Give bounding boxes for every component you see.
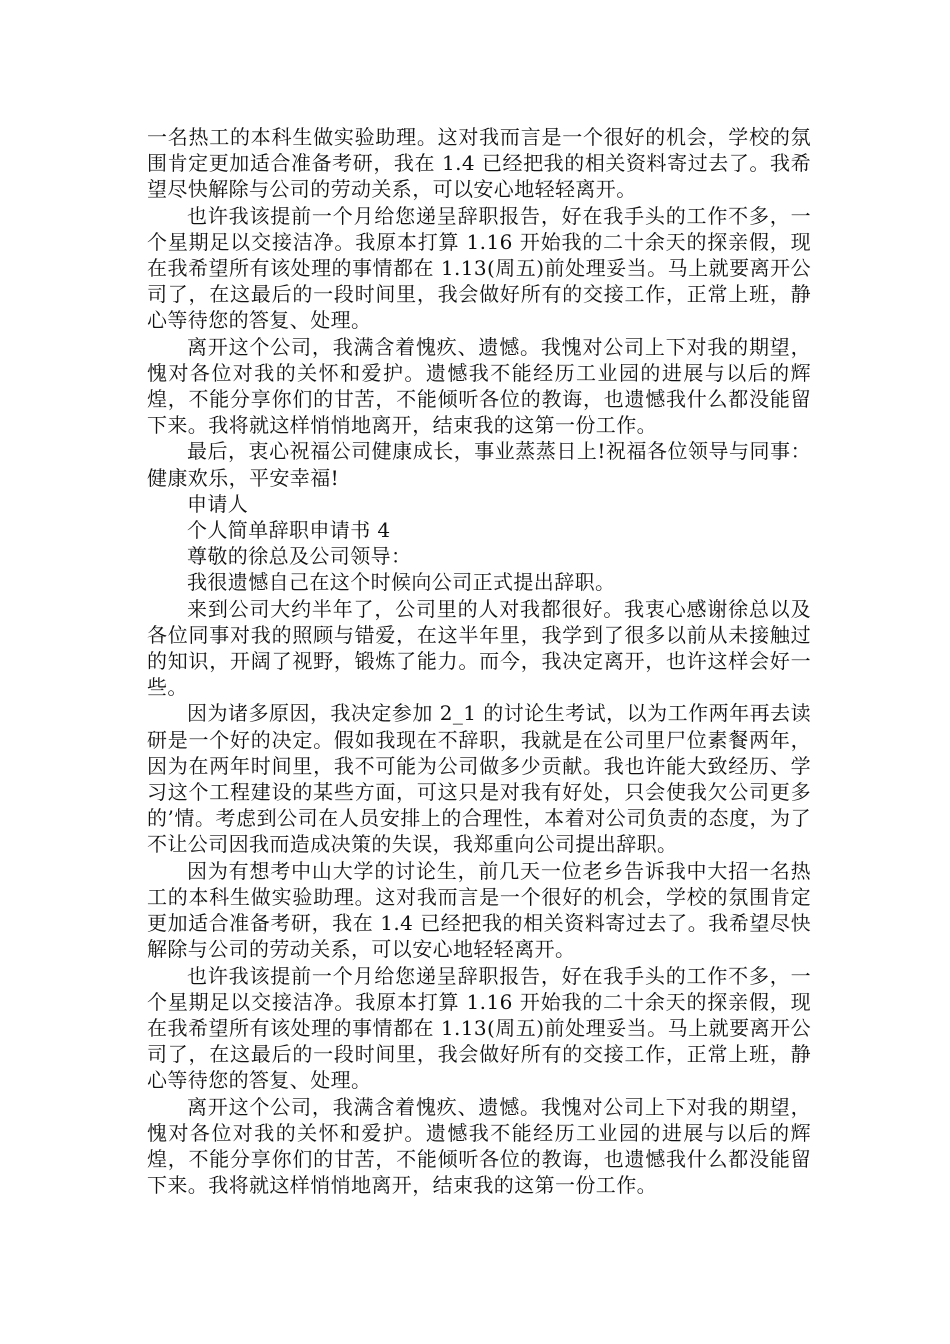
section-title: 个人简单辞职申请书 4 (187, 518, 391, 543)
document-body (147, 124, 811, 1198)
paragraph: 也许我该提前一个月给您递呈辞职报告，好在我手头的工作不多，一个星期足以交接洁净。我原本打算 1.16 开始我的二十余天的探亲假，现在我希望所有该处理的事情都在 1.13(周五)前处理妥当。马上就要离开公司了，在这最后的一段时间里，我会做好所有的交接工作，正常上班，静心等待您的答复、处理。 (147, 963, 811, 1093)
paragraph: 离开这个公司，我满含着愧疚、遗憾。我愧对公司上下对我的期望，愧对各位对我的关怀和爱护。遗憾我不能经历工业园的进展与以后的辉煌，不能分享你们的甘苦，不能倾听各位的教诲，也遗憾我什么都没能留下来。我将就这样悄悄地离开，结束我的这第一份工作。 (147, 1094, 811, 1198)
paragraph: 因为诸多原因，我决定参加 2_1 的讨论生考试，以为工作两年再去读研是一个好的决定。假如我现在不辞职，我就是在公司里尸位素餐两年，因为在两年时间里，我不可能为公司做多少贡献。我也许能大致经历、学习这个工程建设的某些方面，可这只是对我有好处，只会使我欠公司更多的’情。考虑到公司在人员安排上的合理性，本着对公司负责的态度，为了不让公司因我而造成决策的失误，我郑重向公司提出辞职。 (147, 701, 811, 857)
paragraph: 也许我该提前一个月给您递呈辞职报告，好在我手头的工作不多，一个星期足以交接洁净。我原本打算 1.16 开始我的二十余天的探亲假，现在我希望所有该处理的事情都在 1.13(周五)前处理妥当。马上就要离开公司了，在这最后的一段时间里，我会做好所有的交接工作，正常上班，静心等待您的答复、处理。 (147, 203, 811, 333)
paragraph: 我很遗憾自己在这个时候向公司正式提出辞职。 (187, 570, 616, 595)
paragraph: 一名热工的本科生做实验助理。这对我而言是一个很好的机会，学校的氛围肯定更加适合准备考研，我在 1.4 已经把我的相关资料寄过去了。我希望尽快解除与公司的劳动关系，可以安心地轻轻离开。 (147, 125, 811, 202)
paragraph: 来到公司大约半年了，公司里的人对我都很好。我衷心感谢徐总以及各位同事对我的照顾与错爱，在这半年里，我学到了很多以前从未接触过的知识，开阔了视野，锻炼了能力。而今，我决定离开，也许这样会好一些。 (147, 596, 811, 700)
salutation: 尊敬的徐总及公司领导： (187, 544, 412, 569)
paragraph: 因为有想考中山大学的讨论生，前几天一位老乡告诉我中大招一名热工的本科生做实验助理。这对我而言是一个很好的机会，学校的氛围肯定更加适合准备考研，我在 1.4 已经把我的相关资料寄过去了。我希望尽快解除与公司的劳动关系，可以安心地轻轻离开。 (147, 858, 811, 962)
paragraph: 离开这个公司，我满含着愧疚、遗憾。我愧对公司上下对我的期望，愧对各位对我的关怀和爱护。遗憾我不能经历工业园的进展与以后的辉煌，不能分享你们的甘苦，不能倾听各位的教诲，也遗憾我什么都没能留下来。我将就这样悄悄地离开，结束我的这第一份工作。 (147, 334, 811, 438)
paragraph: 最后，衷心祝福公司健康成长，事业蒸蒸日上!祝福各位领导与同事：健康欢乐，平安幸福! (147, 439, 811, 490)
signature-line: 申请人 (187, 491, 249, 516)
